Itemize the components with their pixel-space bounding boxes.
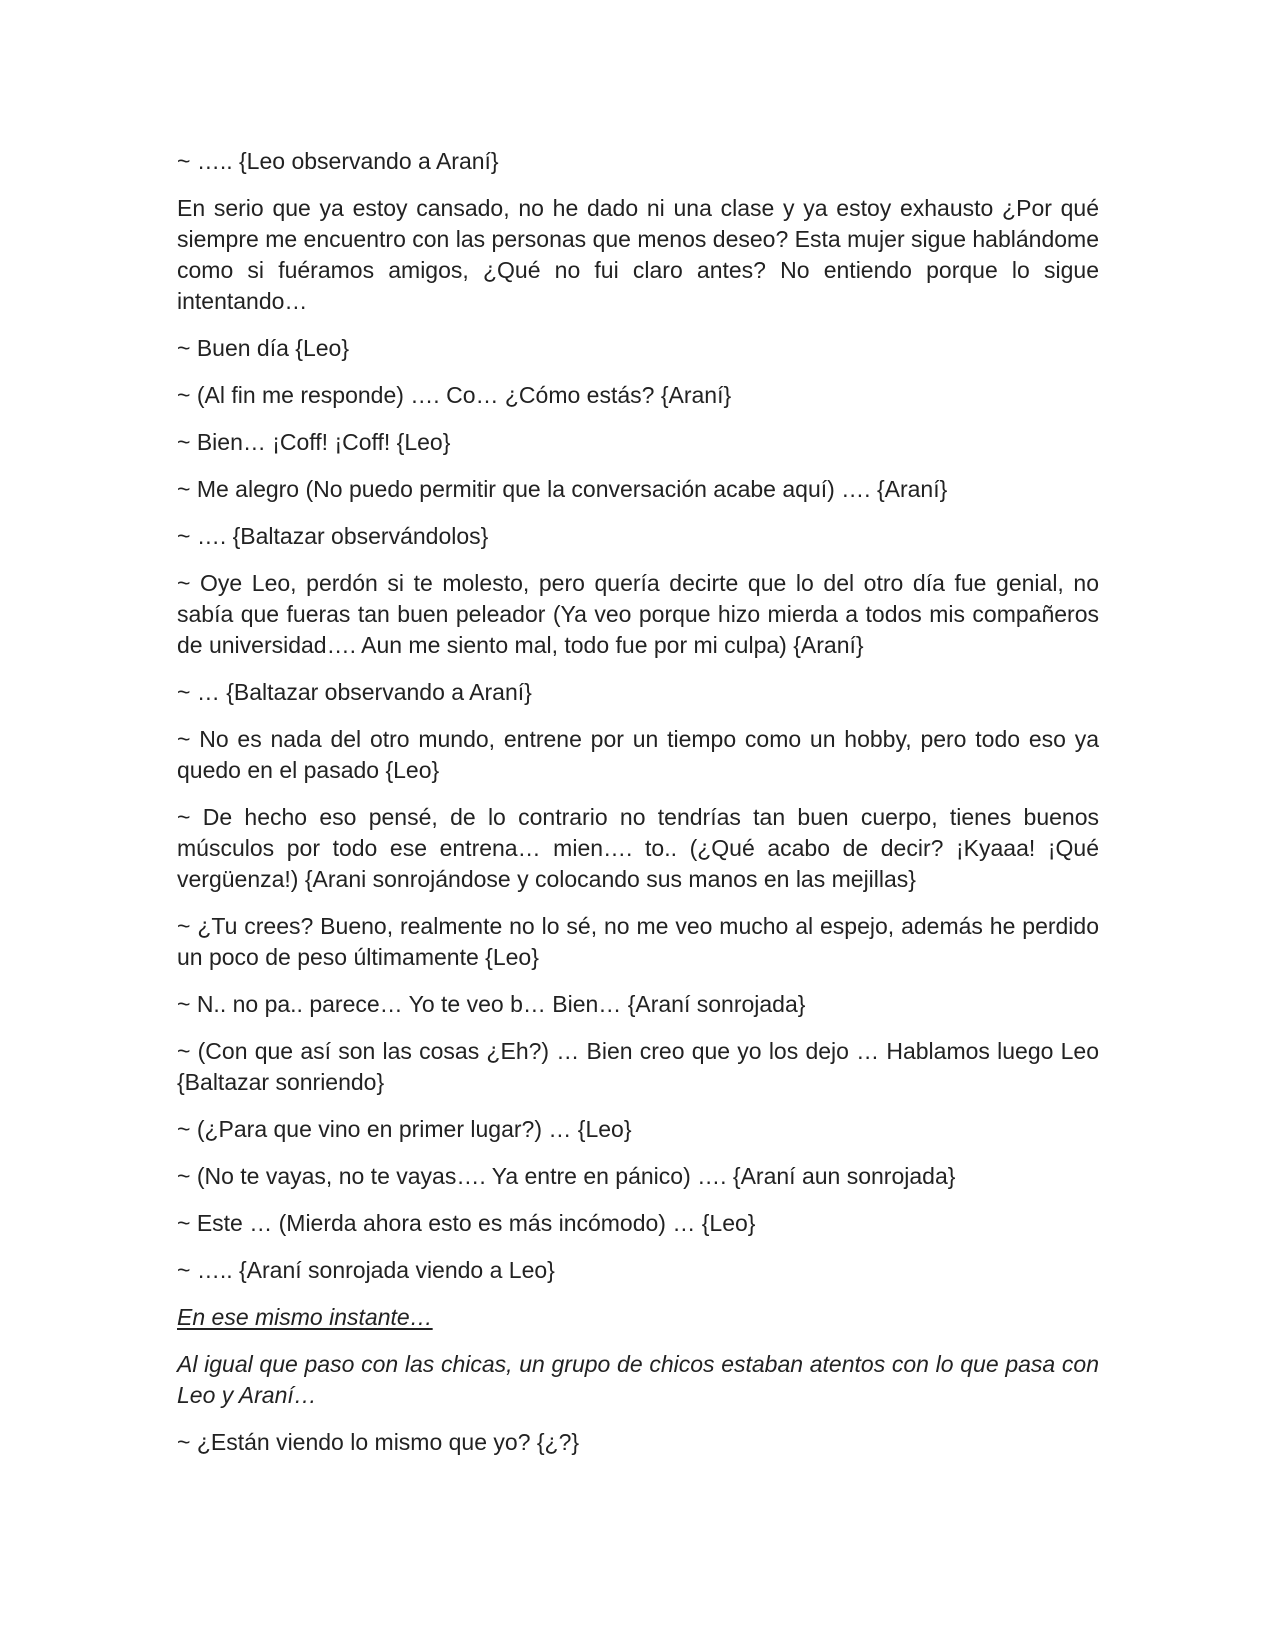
dialogue-line: ~ Bien… ¡Coff! ¡Coff! {Leo}	[177, 429, 451, 455]
dialogue-line: ~ Oye Leo, perdón si te molesto, pero quería decirte que lo del otro día fue genial, no sabía que fueras tan buen peleador (Ya veo porque hizo mierda a todos mis compañeros de universidad…. Aun me siento mal, todo fue por mi culpa) {Araní}	[177, 570, 1099, 658]
scene-transition-heading: En ese mismo instante…	[177, 1304, 433, 1330]
dialogue-line: ~ Me alegro (No puedo permitir que la conversación acabe aquí) …. {Araní}	[177, 476, 948, 502]
dialogue-line: ~ ….. {Leo observando a Araní}	[177, 148, 499, 174]
dialogue-line: ~ N.. no pa.. parece… Yo te veo b… Bien… {Araní sonrojada}	[177, 991, 806, 1017]
dialogue-line: ~ …. {Baltazar observándolos}	[177, 523, 489, 549]
dialogue-line: ~ Buen día {Leo}	[177, 335, 350, 361]
document-page	[177, 146, 1099, 1474]
dialogue-line: ~ ….. {Araní sonrojada viendo a Leo}	[177, 1257, 555, 1283]
dialogue-line: ~ ¿Tu crees? Bueno, realmente no lo sé, no me veo mucho al espejo, además he perdido un poco de peso últimamente {Leo}	[177, 913, 1099, 970]
italic-narration-paragraph: Al igual que paso con las chicas, un grupo de chicos estaban atentos con lo que pasa con Leo y Araní…	[177, 1351, 1099, 1408]
dialogue-line: ~ (¿Para que vino en primer lugar?) … {Leo}	[177, 1116, 632, 1142]
narration-paragraph: En serio que ya estoy cansado, no he dado ni una clase y ya estoy exhausto ¿Por qué siempre me encuentro con las personas que menos deseo? Esta mujer sigue hablándome como si fuéramos amigos, ¿Qué no fui claro antes? No entiendo porque lo sigue intentando…	[177, 195, 1099, 314]
dialogue-line: ~ De hecho eso pensé, de lo contrario no tendrías tan buen cuerpo, tienes buenos músculos por todo ese entrena… mien…. to.. (¿Qué acabo de decir? ¡Kyaaa! ¡Qué vergüenza!) {Arani sonrojándose y colocando sus manos en las mejillas}	[177, 804, 1099, 892]
dialogue-line: ~ No es nada del otro mundo, entrene por un tiempo como un hobby, pero todo eso ya quedo en el pasado {Leo}	[177, 726, 1099, 783]
dialogue-line: ~ ¿Están viendo lo mismo que yo? {¿?}	[177, 1429, 580, 1455]
dialogue-line: ~ (Con que así son las cosas ¿Eh?) … Bien creo que yo los dejo … Hablamos luego Leo {Baltazar sonriendo}	[177, 1038, 1099, 1095]
dialogue-line: ~ Este … (Mierda ahora esto es más incómodo) … {Leo}	[177, 1210, 756, 1236]
dialogue-line: ~ (No te vayas, no te vayas…. Ya entre en pánico) …. {Araní aun sonrojada}	[177, 1163, 956, 1189]
dialogue-line: ~ … {Baltazar observando a Araní}	[177, 679, 532, 705]
dialogue-line: ~ (Al fin me responde) …. Co… ¿Cómo estás? {Araní}	[177, 382, 732, 408]
